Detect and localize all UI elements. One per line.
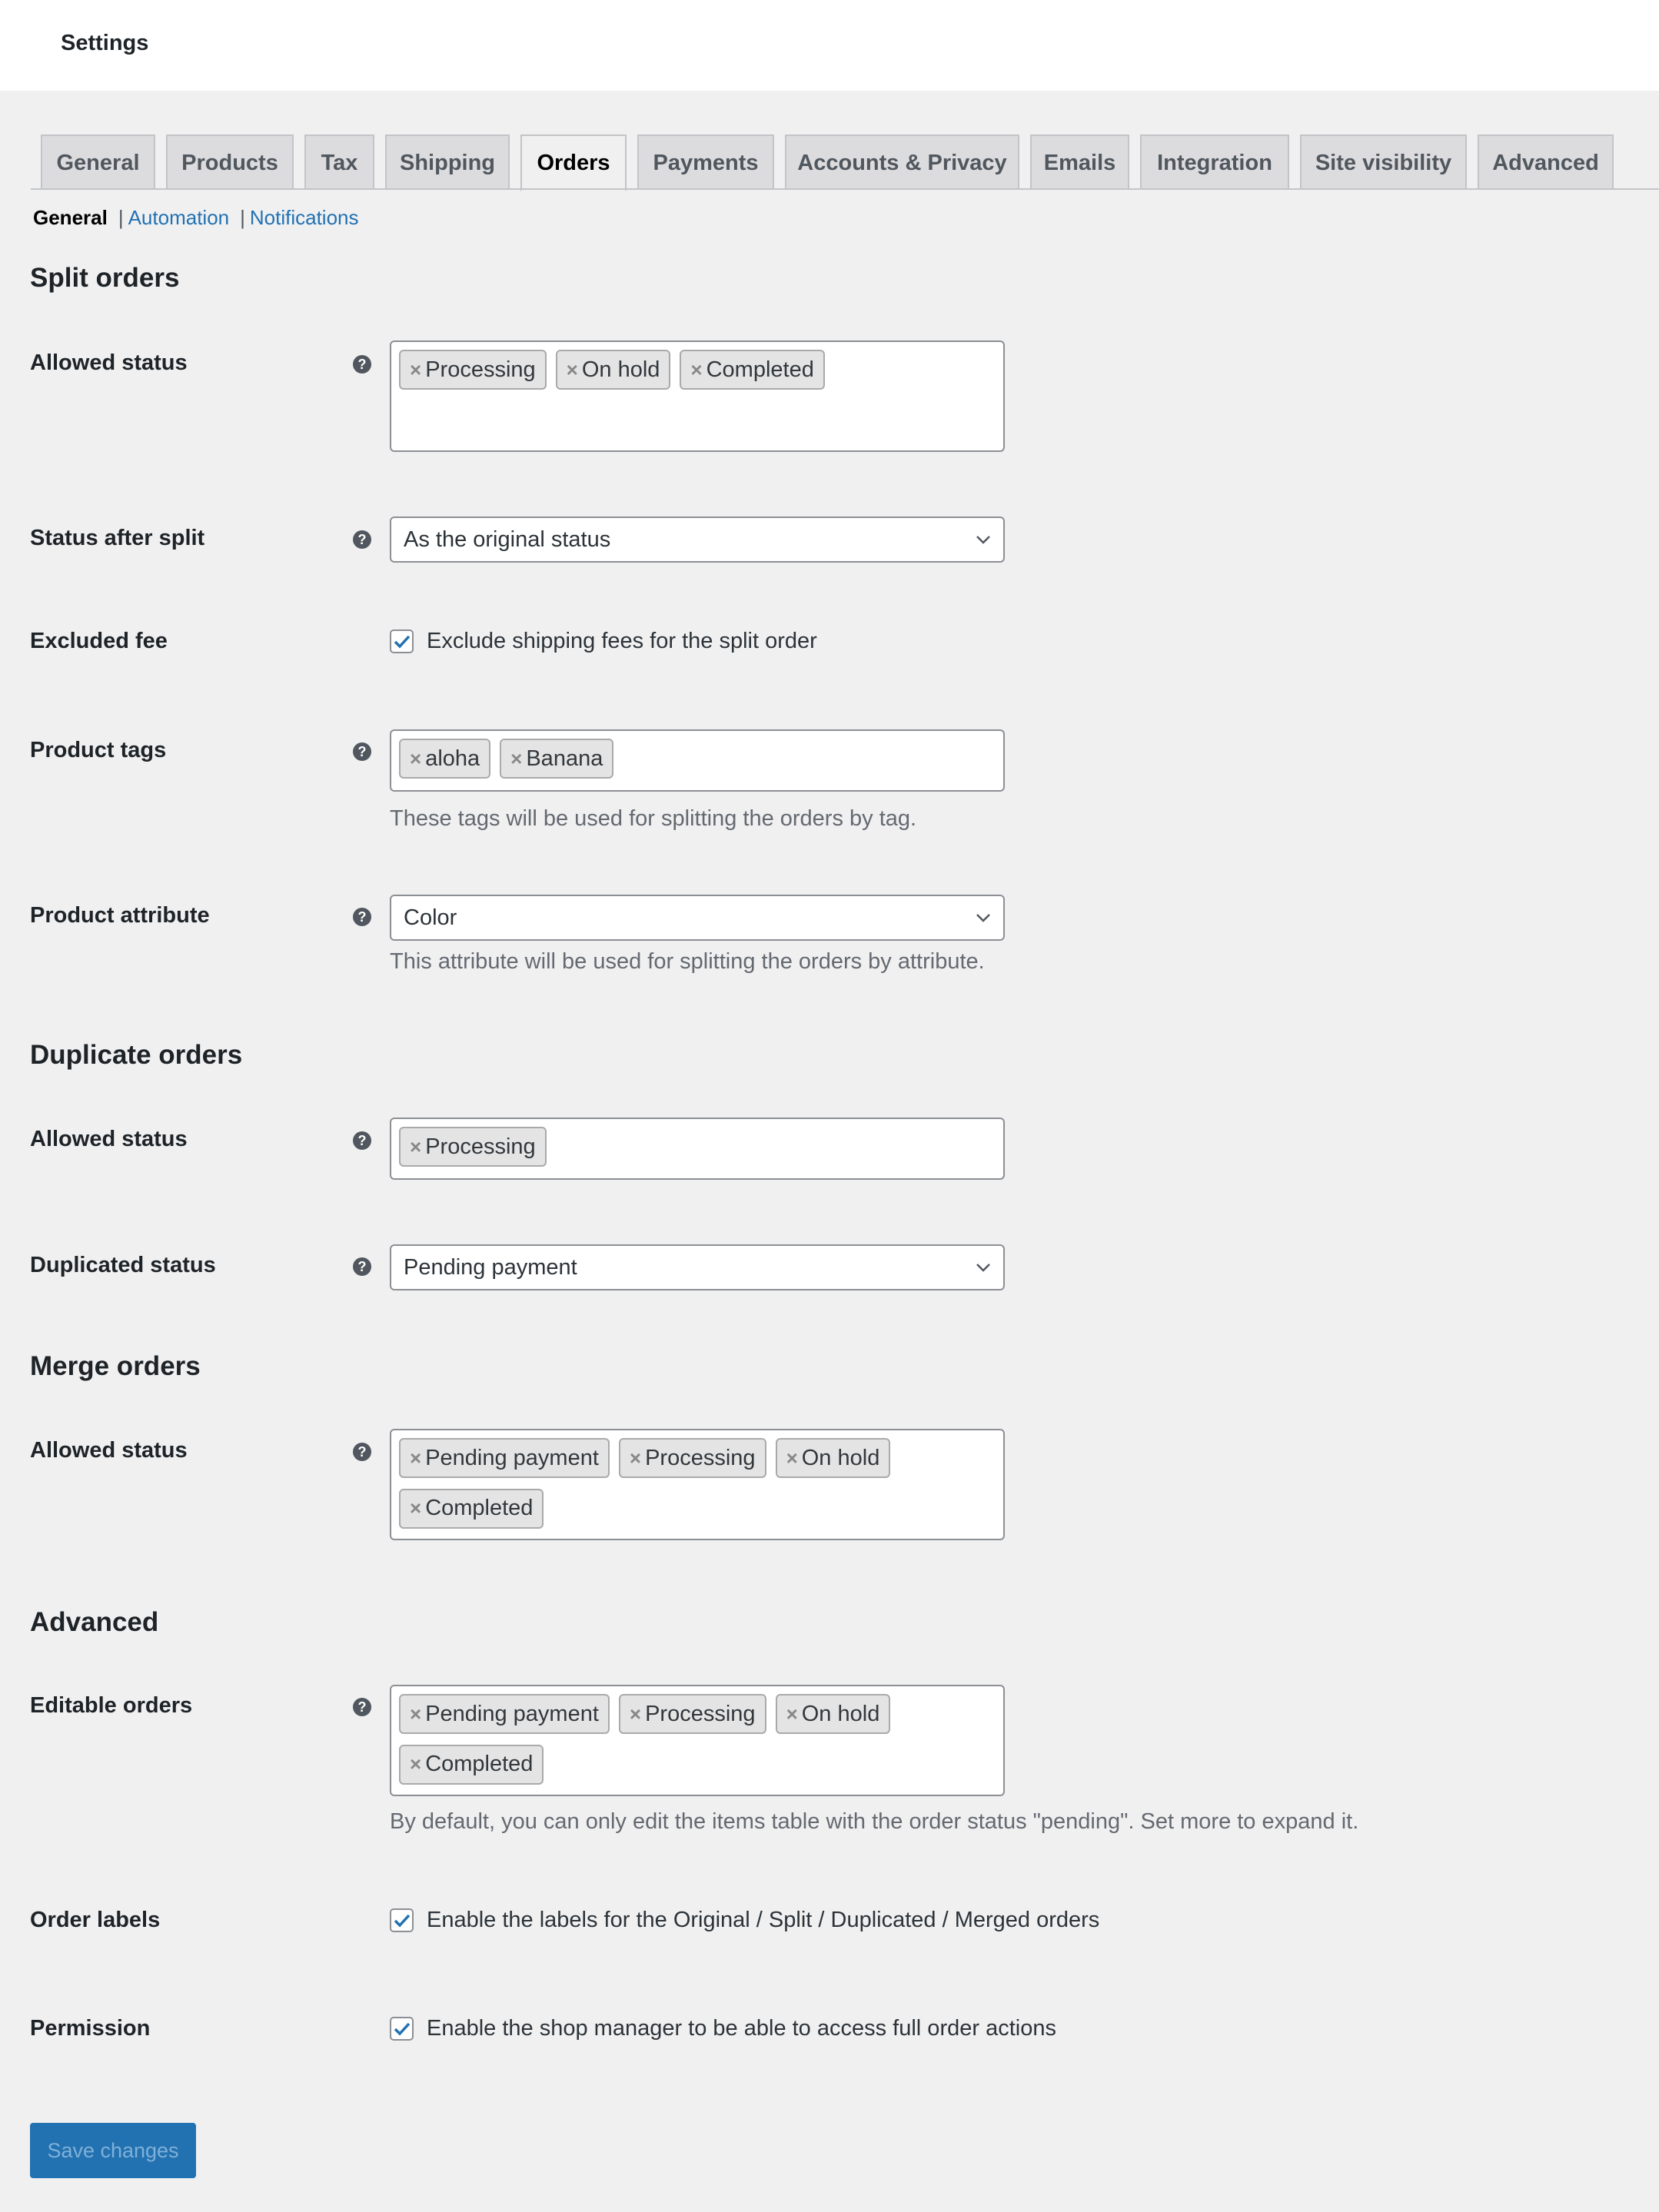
order-labels-row [390, 1908, 1099, 1933]
label-product-attribute: Product attribute [30, 903, 210, 928]
remove-tag-icon[interactable]: × [410, 746, 422, 770]
section-title-merge-orders: Merge orders [30, 1351, 201, 1381]
order-labels-checkbox[interactable] [390, 1908, 414, 1932]
excluded-fee-row [390, 629, 817, 654]
label-editable-orders: Editable orders [30, 1693, 193, 1718]
checkmark-icon [393, 2020, 411, 2038]
status-tag: × Completed [680, 350, 824, 390]
label-permission: Permission [30, 2016, 151, 2041]
editable-orders-multiselect[interactable] [390, 1685, 1005, 1796]
remove-tag-icon[interactable]: × [690, 357, 703, 381]
merge-allowed-status-multiselect[interactable] [390, 1429, 1005, 1540]
status-tag: × Processing [619, 1438, 766, 1478]
help-icon[interactable]: ? [353, 1131, 371, 1150]
section-title-split-orders: Split orders [30, 263, 180, 293]
excluded-fee-checkbox-label: Exclude shipping fees for the split order [427, 629, 817, 653]
subnav-link-notifications[interactable]: Notifications [249, 206, 359, 229]
section-title-duplicate-orders: Duplicate orders [30, 1040, 243, 1070]
help-icon[interactable]: ? [353, 908, 371, 926]
tab-tax[interactable]: Tax [304, 135, 374, 190]
product-attribute-description: This attribute will be used for splitting the orders by attribute. [390, 949, 985, 974]
permission-checkbox-label: Enable the shop manager to be able to access full order actions [427, 2016, 1056, 2041]
subnav-link-automation[interactable]: Automation [128, 206, 230, 229]
remove-tag-icon[interactable]: × [629, 1446, 642, 1470]
page-title: Settings [61, 31, 149, 55]
product-tags-description: These tags will be used for splitting the orders by tag. [390, 806, 917, 831]
select-value: As the original status [404, 526, 611, 552]
select-value: Color [404, 905, 457, 930]
tab-payments[interactable]: Payments [637, 135, 774, 190]
checkmark-icon [393, 633, 411, 651]
help-icon[interactable]: ? [353, 1698, 371, 1716]
help-icon[interactable]: ? [353, 742, 371, 761]
remove-tag-icon[interactable]: × [410, 1134, 422, 1158]
status-tag: × Processing [619, 1694, 766, 1734]
excluded-fee-checkbox[interactable] [390, 629, 414, 653]
order-labels-checkbox-label: Enable the labels for the Original / Split / Duplicated / Merged orders [427, 1908, 1100, 1932]
remove-tag-icon[interactable]: × [566, 357, 578, 381]
remove-tag-icon[interactable]: × [786, 1446, 798, 1470]
tab-shipping[interactable]: Shipping [385, 135, 510, 190]
status-tag: × On hold [776, 1694, 891, 1734]
chevron-down-icon [974, 530, 992, 549]
tab-accounts-privacy[interactable]: Accounts & Privacy [785, 135, 1019, 190]
label-split-allowed-status: Allowed status [30, 350, 188, 375]
tab-general[interactable]: General [41, 135, 155, 190]
status-tag: × Processing [399, 350, 547, 390]
remove-tag-icon[interactable]: × [410, 357, 422, 381]
chevron-down-icon [974, 1258, 992, 1277]
product-tag: × aloha [399, 739, 490, 779]
split-allowed-status-multiselect[interactable] [390, 340, 1005, 452]
label-merge-allowed-status: Allowed status [30, 1438, 188, 1463]
remove-tag-icon[interactable]: × [410, 1496, 422, 1520]
checkmark-icon [393, 1911, 411, 1930]
product-tags-multiselect[interactable] [390, 729, 1005, 792]
tab-orders[interactable]: Orders [520, 135, 627, 191]
status-after-split-select[interactable] [390, 516, 1005, 563]
chevron-down-icon [974, 908, 992, 927]
status-tag: × Completed [399, 1489, 544, 1529]
remove-tag-icon[interactable]: × [410, 1752, 422, 1775]
help-icon[interactable]: ? [353, 355, 371, 374]
status-tag: × Completed [399, 1745, 544, 1785]
label-order-labels: Order labels [30, 1908, 161, 1932]
editable-orders-description: By default, you can only edit the items table with the order status "pending". Set more to expand it. [390, 1809, 1359, 1834]
tab-integration[interactable]: Integration [1140, 135, 1289, 190]
subnav-separator: | [118, 206, 124, 229]
help-icon[interactable]: ? [353, 1257, 371, 1276]
permission-checkbox[interactable] [390, 2017, 414, 2041]
label-status-after-split: Status after split [30, 526, 205, 550]
help-icon[interactable]: ? [353, 530, 371, 549]
remove-tag-icon[interactable]: × [510, 746, 523, 770]
duplicated-status-select[interactable] [390, 1244, 1005, 1290]
label-product-tags: Product tags [30, 738, 167, 762]
status-tag: × On hold [556, 350, 671, 390]
status-tag: × On hold [776, 1438, 891, 1478]
remove-tag-icon[interactable]: × [786, 1702, 798, 1725]
tab-divider [31, 188, 1659, 190]
label-duplicated-status: Duplicated status [30, 1253, 216, 1277]
top-bar [0, 0, 1659, 91]
permission-row [390, 2016, 1056, 2041]
subnav [33, 206, 359, 230]
help-icon[interactable]: ? [353, 1443, 371, 1461]
status-tag: × Pending payment [399, 1438, 610, 1478]
tab-products[interactable]: Products [166, 135, 294, 190]
status-tag: × Pending payment [399, 1694, 610, 1734]
select-value: Pending payment [404, 1254, 577, 1280]
remove-tag-icon[interactable]: × [629, 1702, 642, 1725]
status-tag: × Processing [399, 1127, 547, 1167]
subnav-separator: | [240, 206, 245, 229]
save-changes-button[interactable]: Save changes [30, 2123, 196, 2178]
subnav-current: General [33, 206, 108, 229]
label-duplicate-allowed-status: Allowed status [30, 1127, 188, 1151]
remove-tag-icon[interactable]: × [410, 1446, 422, 1470]
tab-emails[interactable]: Emails [1030, 135, 1129, 190]
product-tag: × Banana [500, 739, 613, 779]
duplicate-allowed-status-multiselect[interactable] [390, 1118, 1005, 1180]
product-attribute-select[interactable] [390, 895, 1005, 941]
label-excluded-fee: Excluded fee [30, 629, 168, 653]
remove-tag-icon[interactable]: × [410, 1702, 422, 1725]
tab-advanced[interactable]: Advanced [1478, 135, 1614, 190]
tab-site-visibility[interactable]: Site visibility [1300, 135, 1467, 190]
section-title-advanced: Advanced [30, 1607, 159, 1637]
